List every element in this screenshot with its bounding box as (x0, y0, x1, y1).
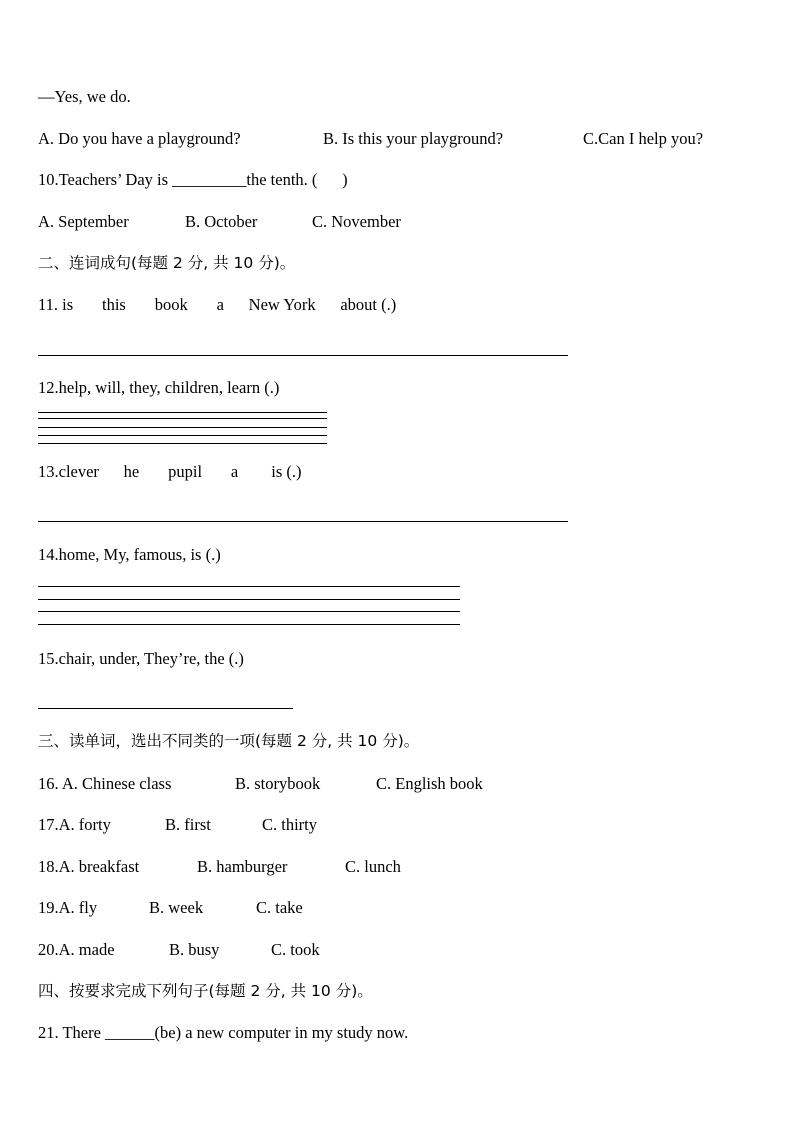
q11-question: 11. is this book a New York about (.) (38, 295, 397, 314)
q19-option-b: B. week (149, 898, 204, 917)
q19-option-a: 19.A. fly (38, 898, 98, 917)
q14-writing-line-4 (38, 624, 460, 625)
q12-writing-line-1 (38, 412, 327, 413)
q16-option-c: C. English book (376, 774, 483, 793)
q14-question: 14.home, My, famous, is (.) (38, 545, 221, 564)
q17-option-c: C. thirty (262, 815, 318, 834)
q13-answer-line (38, 521, 568, 522)
q10-option-a: A. September (38, 212, 129, 231)
q12-question: 12.help, will, they, children, learn (.) (38, 378, 280, 397)
q17-option-b: B. first (165, 815, 211, 834)
q18-option-a: 18.A. breakfast (38, 857, 140, 876)
q12-writing-line-3 (38, 427, 327, 428)
q14-writing-line-2 (38, 599, 460, 600)
q9-option-a: A. Do you have a playground? (38, 129, 241, 148)
q21-question: 21. There ______(be) a new computer in my study now. (38, 1023, 409, 1042)
q10-option-c: C. November (312, 212, 401, 231)
q15-answer-line (38, 708, 293, 709)
q12-writing-line-5 (38, 443, 327, 444)
section-3-heading: 三、读单词，选出不同类的一项(每题 2 分, 共 10 分)。 (38, 732, 420, 750)
section-4-heading: 四、按要求完成下列句子(每题 2 分, 共 10 分)。 (38, 982, 373, 1000)
q12-writing-line-4 (38, 435, 327, 436)
q10-option-b: B. October (185, 212, 258, 231)
q9-option-c: C.Can I help you? (583, 129, 704, 148)
q10-question: 10.Teachers’ Day is _________the tenth. ( ) (38, 170, 348, 189)
q20-option-b: B. busy (169, 940, 220, 959)
q19-option-c: C. take (256, 898, 303, 917)
q14-writing-line-3 (38, 611, 460, 612)
q9-answer-line: —Yes, we do. (38, 87, 131, 106)
q11-answer-line (38, 355, 568, 356)
q16-option-b: B. storybook (235, 774, 321, 793)
q12-writing-line-2 (38, 418, 327, 419)
q9-option-b: B. Is this your playground? (323, 129, 504, 148)
q20-option-a: 20.A. made (38, 940, 115, 959)
q17-option-a: 17.A. forty (38, 815, 111, 834)
q15-question: 15.chair, under, They’re, the (.) (38, 649, 244, 668)
q20-option-c: C. took (271, 940, 320, 959)
section-2-heading: 二、连词成句(每题 2 分, 共 10 分)。 (38, 254, 296, 272)
q14-writing-line-1 (38, 586, 460, 587)
q18-option-c: C. lunch (345, 857, 401, 876)
q18-option-b: B. hamburger (197, 857, 288, 876)
q16-option-a: 16. A. Chinese class (38, 774, 172, 793)
q13-question: 13.clever he pupil a is (.) (38, 462, 302, 481)
